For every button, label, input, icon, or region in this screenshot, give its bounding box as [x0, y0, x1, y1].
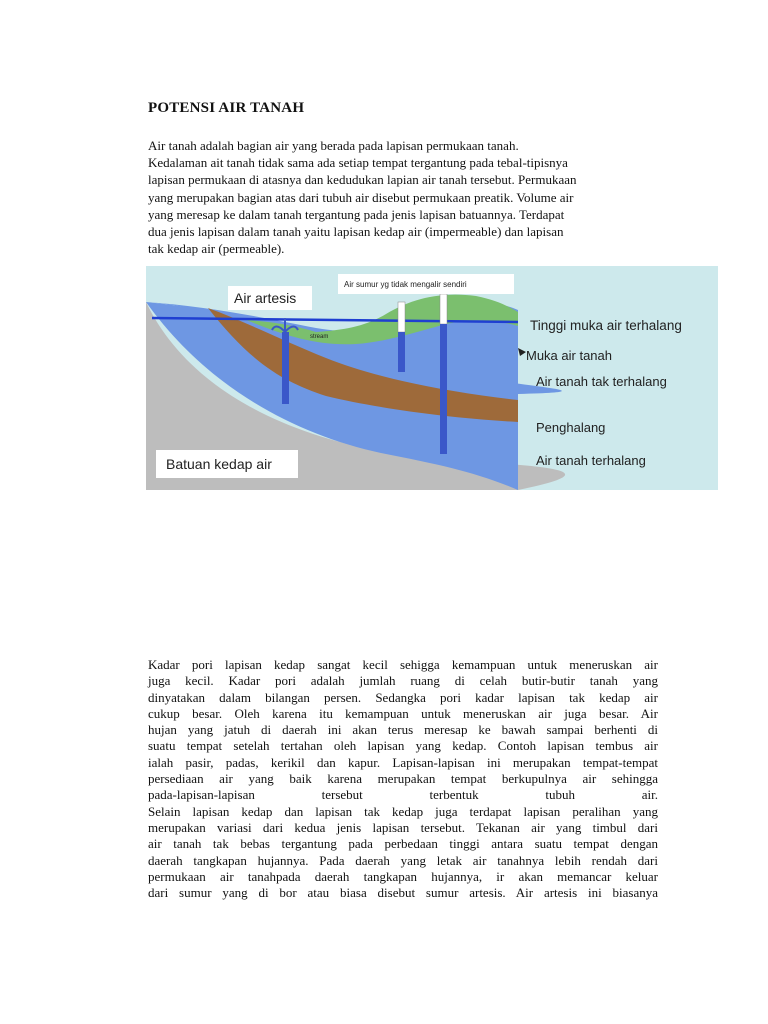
- body-line: hujan yang jatuh di daerah ini akan terus meresap ke bawah sampai berhenti di: [148, 722, 658, 738]
- body-line: Kadar pori lapisan kedap sangat kecil sehigga kemampuan untuk meneruskan air: [148, 657, 658, 672]
- groundwater-diagram: [146, 266, 718, 490]
- intro-line: dua jenis lapisan dalam tanah yaitu lapisan kedap air (impermeable) dan lapisan: [148, 224, 564, 240]
- shallow-well-casing: [398, 302, 405, 332]
- batuan-label: Batuan kedap air: [166, 456, 272, 472]
- stream-label: stream: [310, 334, 329, 340]
- body-line: ialah pasir, padas, kerikil dan kapur. Lapisan-lapisan ini merupakan tempat-tempat: [148, 754, 658, 770]
- body-line: merupakan variasi dari kedua jenis lapisan tersebut. Tekanan air yang timbul dari: [148, 819, 658, 835]
- tinggi-muka-label: Tinggi muka air terhalang: [530, 318, 682, 333]
- body-line: dinyatakan dalam bilangan persen. Sedangka pori kadar lapisan tak kedap air: [148, 689, 658, 705]
- intro-paragraph: [148, 137, 663, 257]
- intro-line: yang meresap ke dalam tanah tergantung pada jenis lapisan batuannya. Terdapat: [148, 206, 565, 222]
- body-line: permukaan air tanahpada daerah tangkapan hujannya, ir akan memancar keluar: [148, 868, 658, 884]
- body-paragraph: [148, 657, 658, 901]
- artesian-well: [282, 332, 289, 404]
- body-line: pada-lapisan-lapisan tersebut terbentuk tubuh air.: [148, 787, 658, 803]
- intro-line: Kedalaman ait tanah tidak sama ada setiap tempat tergantung pada tebal-tipisnya: [148, 155, 568, 171]
- body-line: suatu tempat setelah tertahan oleh lapisan yang kedap. Contoh lapisan tembus air: [148, 738, 658, 754]
- body-line: daerah tangkapan hujannya. Pada daerah yang letak air tanahnya lebih rendah dari: [148, 852, 658, 868]
- shallow-well-pipe: [398, 332, 405, 372]
- body-line: cukup besar. Oleh karena itu kemampuan untuk meneruskan air juga besar. Air: [148, 705, 658, 721]
- intro-line: lapisan permukaan di atasnya dan kedudukan lapian air tanah tersebut. Permukaan: [148, 172, 577, 188]
- sumur-label: Air sumur yg tidak mengalir sendiri: [344, 280, 467, 289]
- deep-well-pipe: [440, 324, 447, 454]
- groundwater-diagram-svg: [146, 266, 718, 490]
- body-line: dari sumur yang di bor atau biasa disebut sumur artesis. Air artesis ini biasanya: [148, 885, 658, 901]
- body-line: persediaan air yang baik karena merupakan tempat berkupulnya air sehingga: [148, 771, 658, 787]
- intro-line: yang merupakan bagian atas dari tubuh air disebut permukaan preatik. Volume air: [148, 189, 574, 205]
- body-line: air tanah tak bebas tergantung pada perbedaan tinggi antara suatu tempat dengan: [148, 836, 658, 852]
- muka-air-label: Muka air tanah: [526, 348, 612, 363]
- deep-well-casing: [440, 294, 447, 324]
- penghalang-label: Penghalang: [536, 420, 606, 435]
- body-line: Selain lapisan kedap dan lapisan tak kedap juga terdapat lapisan peralihan yang: [148, 803, 658, 819]
- air-artesis-label: Air artesis: [234, 290, 297, 306]
- page-title: POTENSI AIR TANAH: [148, 100, 305, 116]
- tak-terhalang-label: Air tanah tak terhalang: [536, 374, 667, 389]
- terhalang-label: Air tanah terhalang: [536, 453, 646, 468]
- body-line: juga kecil. Kadar pori adalah jumlah ruang di celah butir-butir tanah yang: [148, 673, 658, 689]
- intro-line: tak kedap air (permeable).: [148, 241, 285, 257]
- intro-line: Air tanah adalah bagian air yang berada pada lapisan permukaan tanah.: [148, 138, 519, 153]
